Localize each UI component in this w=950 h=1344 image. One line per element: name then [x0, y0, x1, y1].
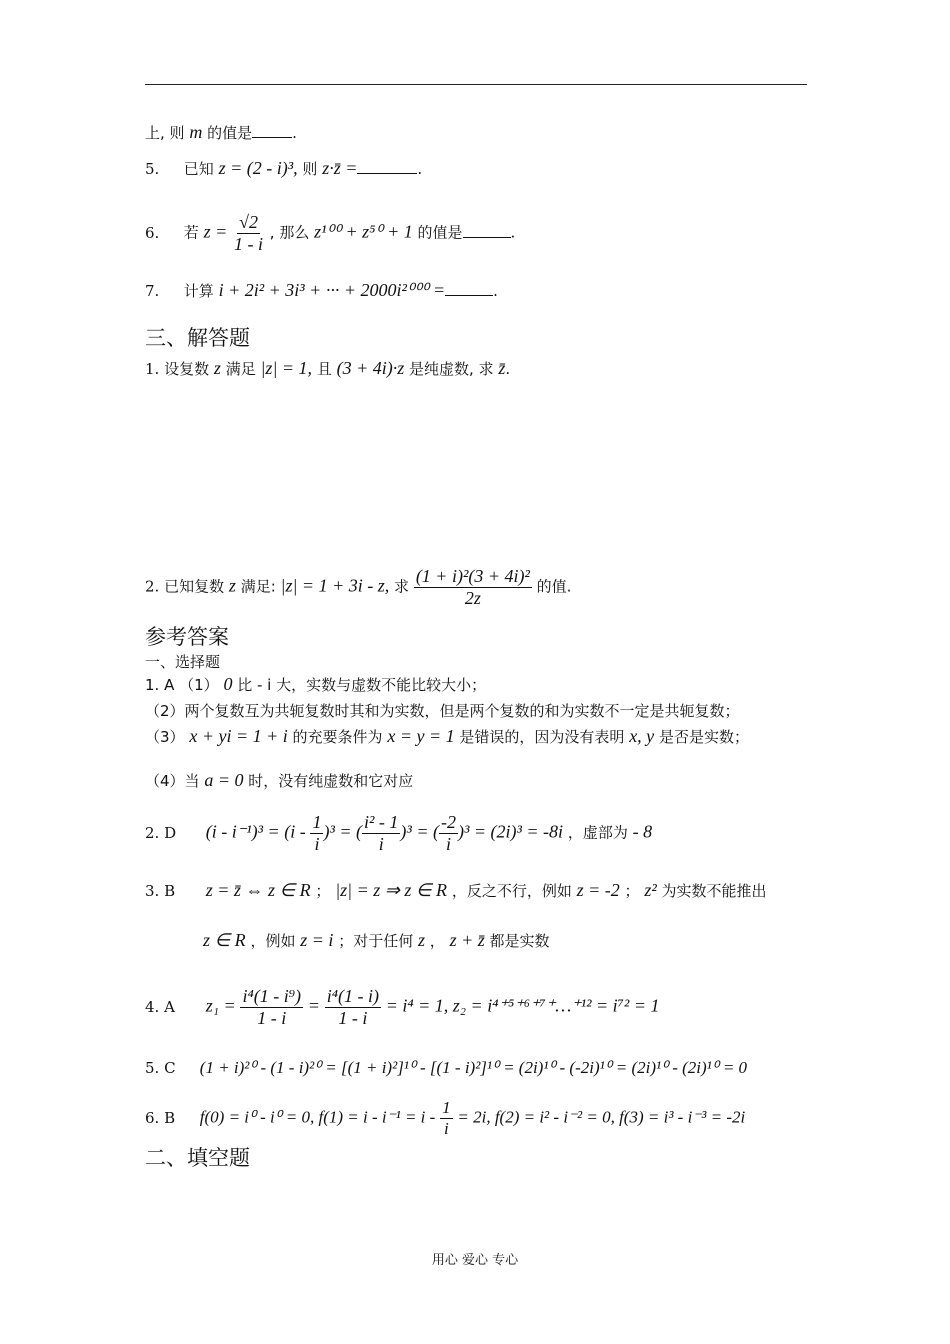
- solve-q2: 2. 已知复数 z 满足: |z| = 1 + 3i - z, 求 $\frac{\text{(1 + i)²(3 + 4i)²}}{2z}$ 的值.: [145, 566, 572, 608]
- answers-subheading-fill: 二、填空题: [145, 1146, 250, 1170]
- answer-5: 5. C (1 + i)²⁰ - (1 - i)²⁰ = [(1 + i)²]¹⁰ - [(1 - i)²]¹⁰ = (2i)¹⁰ - (-2i)¹⁰ = (2i)¹⁰ - (2i)¹⁰ = 0: [145, 1058, 748, 1077]
- fraction: $\frac{\text{i⁴(1 - i)}}{1 - i}$: [326, 986, 379, 1028]
- answer-3-cont: z ∈ R ，例如 z = i ；对于任何 z ， z + z̄ 都是实数: [203, 930, 550, 950]
- solve-q1: 1. 设复数 z 满足 |z| = 1, 且 (3 + 4i)·z 是纯虚数, 求 z̄.: [145, 358, 511, 378]
- fraction: $\frac{\text{i⁴(1 - i⁹)}}{1 - i}$: [242, 986, 301, 1028]
- answer-blank: [357, 173, 417, 174]
- fill-q6: 6. 若 z = $\frac{√2}{1 - i}$ , 那么 z¹⁰⁰ + z⁵⁰ + 1 的值是 .: [145, 212, 516, 254]
- answer-blank: [445, 295, 493, 296]
- answer-blank: [252, 137, 292, 138]
- fill-q7: 7. 计算 i + 2i² + 3i³ + ··· + 2000i²⁰⁰⁰ = .: [145, 280, 498, 300]
- answer-2: 2. D (i - i⁻¹)³ = (i - $\frac{1}{i}$ )³ = ( $\frac{\text{i² - 1}}{i}$ )³ = ( $\frac{-2}{i}$ )³ = (2i)³ = -8i ，虚部为 - 8: [145, 812, 653, 854]
- header-rule: [145, 84, 807, 85]
- answers-heading: 参考答案: [145, 625, 229, 649]
- answer-blank: [463, 237, 511, 238]
- fraction: $\frac{√2}{1 - i}$: [234, 212, 264, 254]
- fill-q5: 5. 已知 z = (2 - i)³, 则 z·z̄ = .: [145, 158, 423, 178]
- answer-1: 1. A （1） 0 比 - i 大，实数与虚数不能比较大小；: [145, 674, 487, 694]
- answer-1-part4: （4）当 a = 0 时，没有纯虚数和它对应: [145, 770, 414, 790]
- fraction: $\frac{\text{i² - 1}}{i}$: [364, 812, 399, 854]
- answer-1-part3: （3） x + yi = 1 + i 的充要条件为 x = y = 1 是错误的，因为没有表明 x, y 是否是实数；: [145, 726, 749, 746]
- fraction: $\frac{\text{(1 + i)²(3 + 4i)²}}{2z}$: [415, 566, 530, 608]
- answer-1-part2: （2）两个复数互为共轭复数时其和为实数，但是两个复数的和为实数不一定是共轭复数；: [145, 702, 740, 720]
- page-footer: 用心 爱心 专心: [431, 1253, 519, 1268]
- answer-3: 3. B z = z̄ ⇔ z ∈ R ； |z| = z ⇒ z ∈ R ，反之不行，例如 z = -2 ； z² 为实数不能推出: [145, 880, 767, 900]
- answers-subheading-choice: 一、选择题: [145, 653, 221, 671]
- answer-4: 4. A z₁ = $\frac{\text{i⁴(1 - i⁹)}}{1 - i}$ = $\frac{\text{i⁴(1 - i)}}{1 - i}$ = i⁴ = 1, z₂ = i⁴⁺⁵⁺⁶⁺⁷⁺…⁺¹² = i⁷² = 1: [145, 986, 660, 1028]
- fraction: $\frac{-2}{i}$: [440, 812, 456, 854]
- fraction: $\frac{1}{i}$: [442, 1098, 451, 1138]
- fraction: $\frac{1}{i}$: [312, 812, 322, 854]
- section-heading-solve: 三、解答题: [145, 326, 250, 350]
- answer-6: 6. B f(0) = i⁰ - i⁰ = 0, f(1) = i - i⁻¹ = i - $\frac{1}{i}$ = 2i, f(2) = i² - i⁻² = 0, f(3) = i³ - i⁻³ = -2i: [145, 1098, 746, 1138]
- fill-q4-tail: 上, 则 m 的值是 .: [145, 122, 297, 142]
